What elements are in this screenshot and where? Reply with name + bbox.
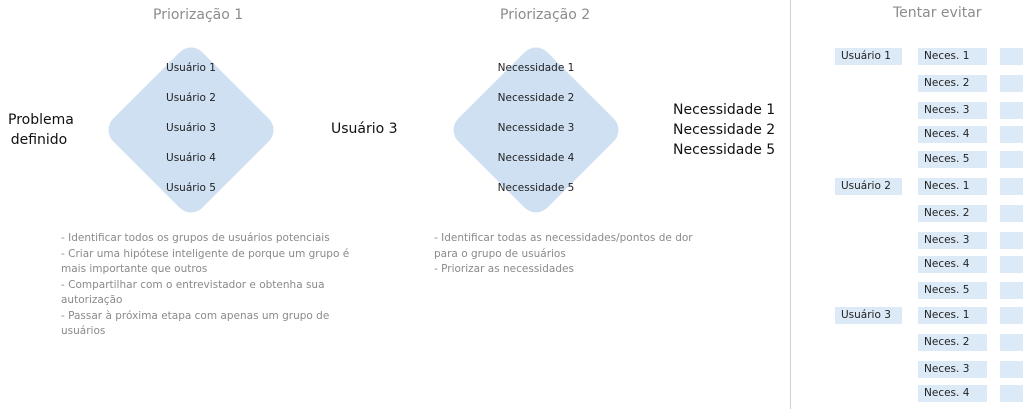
diamond-item: Usuário 5 — [166, 182, 216, 194]
need-chip: Neces. 2 — [918, 334, 987, 351]
need-chip: Neces. 2 — [918, 75, 987, 92]
priorizacao-2-title: Priorização 2 — [500, 7, 591, 23]
priorizacao-1-notes — [61, 231, 366, 340]
cutoff-chip — [1000, 205, 1023, 222]
tentar-evitar-title: Tentar evitar — [893, 5, 982, 21]
section-divider — [790, 0, 791, 409]
diamond-item: Necessidade 1 — [497, 62, 575, 74]
need-chip: Neces. 5 — [918, 282, 987, 299]
problema-definido-label — [8, 110, 74, 150]
need-chip: Neces. 4 — [918, 256, 987, 273]
cutoff-chip — [1000, 178, 1023, 195]
note-line: - Compartilhar com o entrevistador e obtenha sua autorização — [61, 278, 325, 306]
cutoff-chip — [1000, 126, 1023, 143]
selected-need: Necessidade 1 — [673, 102, 776, 118]
user-chip: Usuário 2 — [835, 178, 902, 195]
user-chip: Usuário 1 — [835, 48, 902, 65]
cutoff-chip — [1000, 48, 1023, 65]
need-chip: Neces. 4 — [918, 126, 987, 143]
priorizacao-1-title: Priorização 1 — [153, 7, 244, 23]
diamond-item: Usuário 1 — [166, 62, 216, 74]
cutoff-chip — [1000, 334, 1023, 351]
cutoff-chip — [1000, 256, 1023, 273]
note-line: - Identificar todos os grupos de usuários potenciais — [61, 232, 330, 244]
selected-needs — [673, 100, 775, 160]
need-chip: Neces. 4 — [918, 385, 987, 402]
diamond-item: Necessidade 2 — [497, 92, 575, 104]
need-chip: Neces. 1 — [918, 178, 987, 195]
need-chip: Neces. 3 — [918, 232, 987, 249]
cutoff-chip — [1000, 307, 1023, 324]
need-chip: Neces. 1 — [918, 307, 987, 324]
note-line: - Priorizar as necessidades — [434, 263, 574, 275]
need-chip: Neces. 3 — [918, 361, 987, 378]
diamond-item: Necessidade 5 — [497, 182, 575, 194]
diamond-item: Usuário 3 — [166, 122, 216, 134]
diamond-item: Necessidade 3 — [497, 122, 575, 134]
need-chip: Neces. 3 — [918, 102, 987, 119]
selected-need: Necessidade 5 — [673, 142, 776, 158]
priorizacao-2-notes — [434, 231, 719, 278]
cutoff-chip — [1000, 385, 1023, 402]
problema-label-line1: Problema — [8, 112, 74, 128]
selected-user: Usuário 3 — [331, 121, 398, 137]
note-line: - Identificar todas as necessidades/pontos de dor para o grupo de usuários — [434, 232, 693, 260]
cutoff-chip — [1000, 75, 1023, 92]
users-diamond — [102, 41, 280, 219]
need-chip: Neces. 1 — [918, 48, 987, 65]
cutoff-chip — [1000, 282, 1023, 299]
note-line: - Passar à próxima etapa com apenas um grupo de usuários — [61, 309, 330, 337]
diamond-item: Usuário 2 — [166, 92, 216, 104]
need-chip: Neces. 2 — [918, 205, 987, 222]
problema-label-line2: definido — [10, 132, 68, 148]
selected-need: Necessidade 2 — [673, 122, 776, 138]
cutoff-chip — [1000, 232, 1023, 249]
need-chip: Neces. 5 — [918, 151, 987, 168]
cutoff-chip — [1000, 151, 1023, 168]
diamond-item: Usuário 4 — [166, 152, 216, 164]
user-chip: Usuário 3 — [835, 307, 902, 324]
cutoff-chip — [1000, 102, 1023, 119]
cutoff-chip — [1000, 361, 1023, 378]
note-line: - Criar uma hipótese inteligente de porque um grupo é mais importante que outros — [61, 247, 350, 275]
needs-diamond — [447, 41, 625, 219]
diamond-item: Necessidade 4 — [497, 152, 575, 164]
